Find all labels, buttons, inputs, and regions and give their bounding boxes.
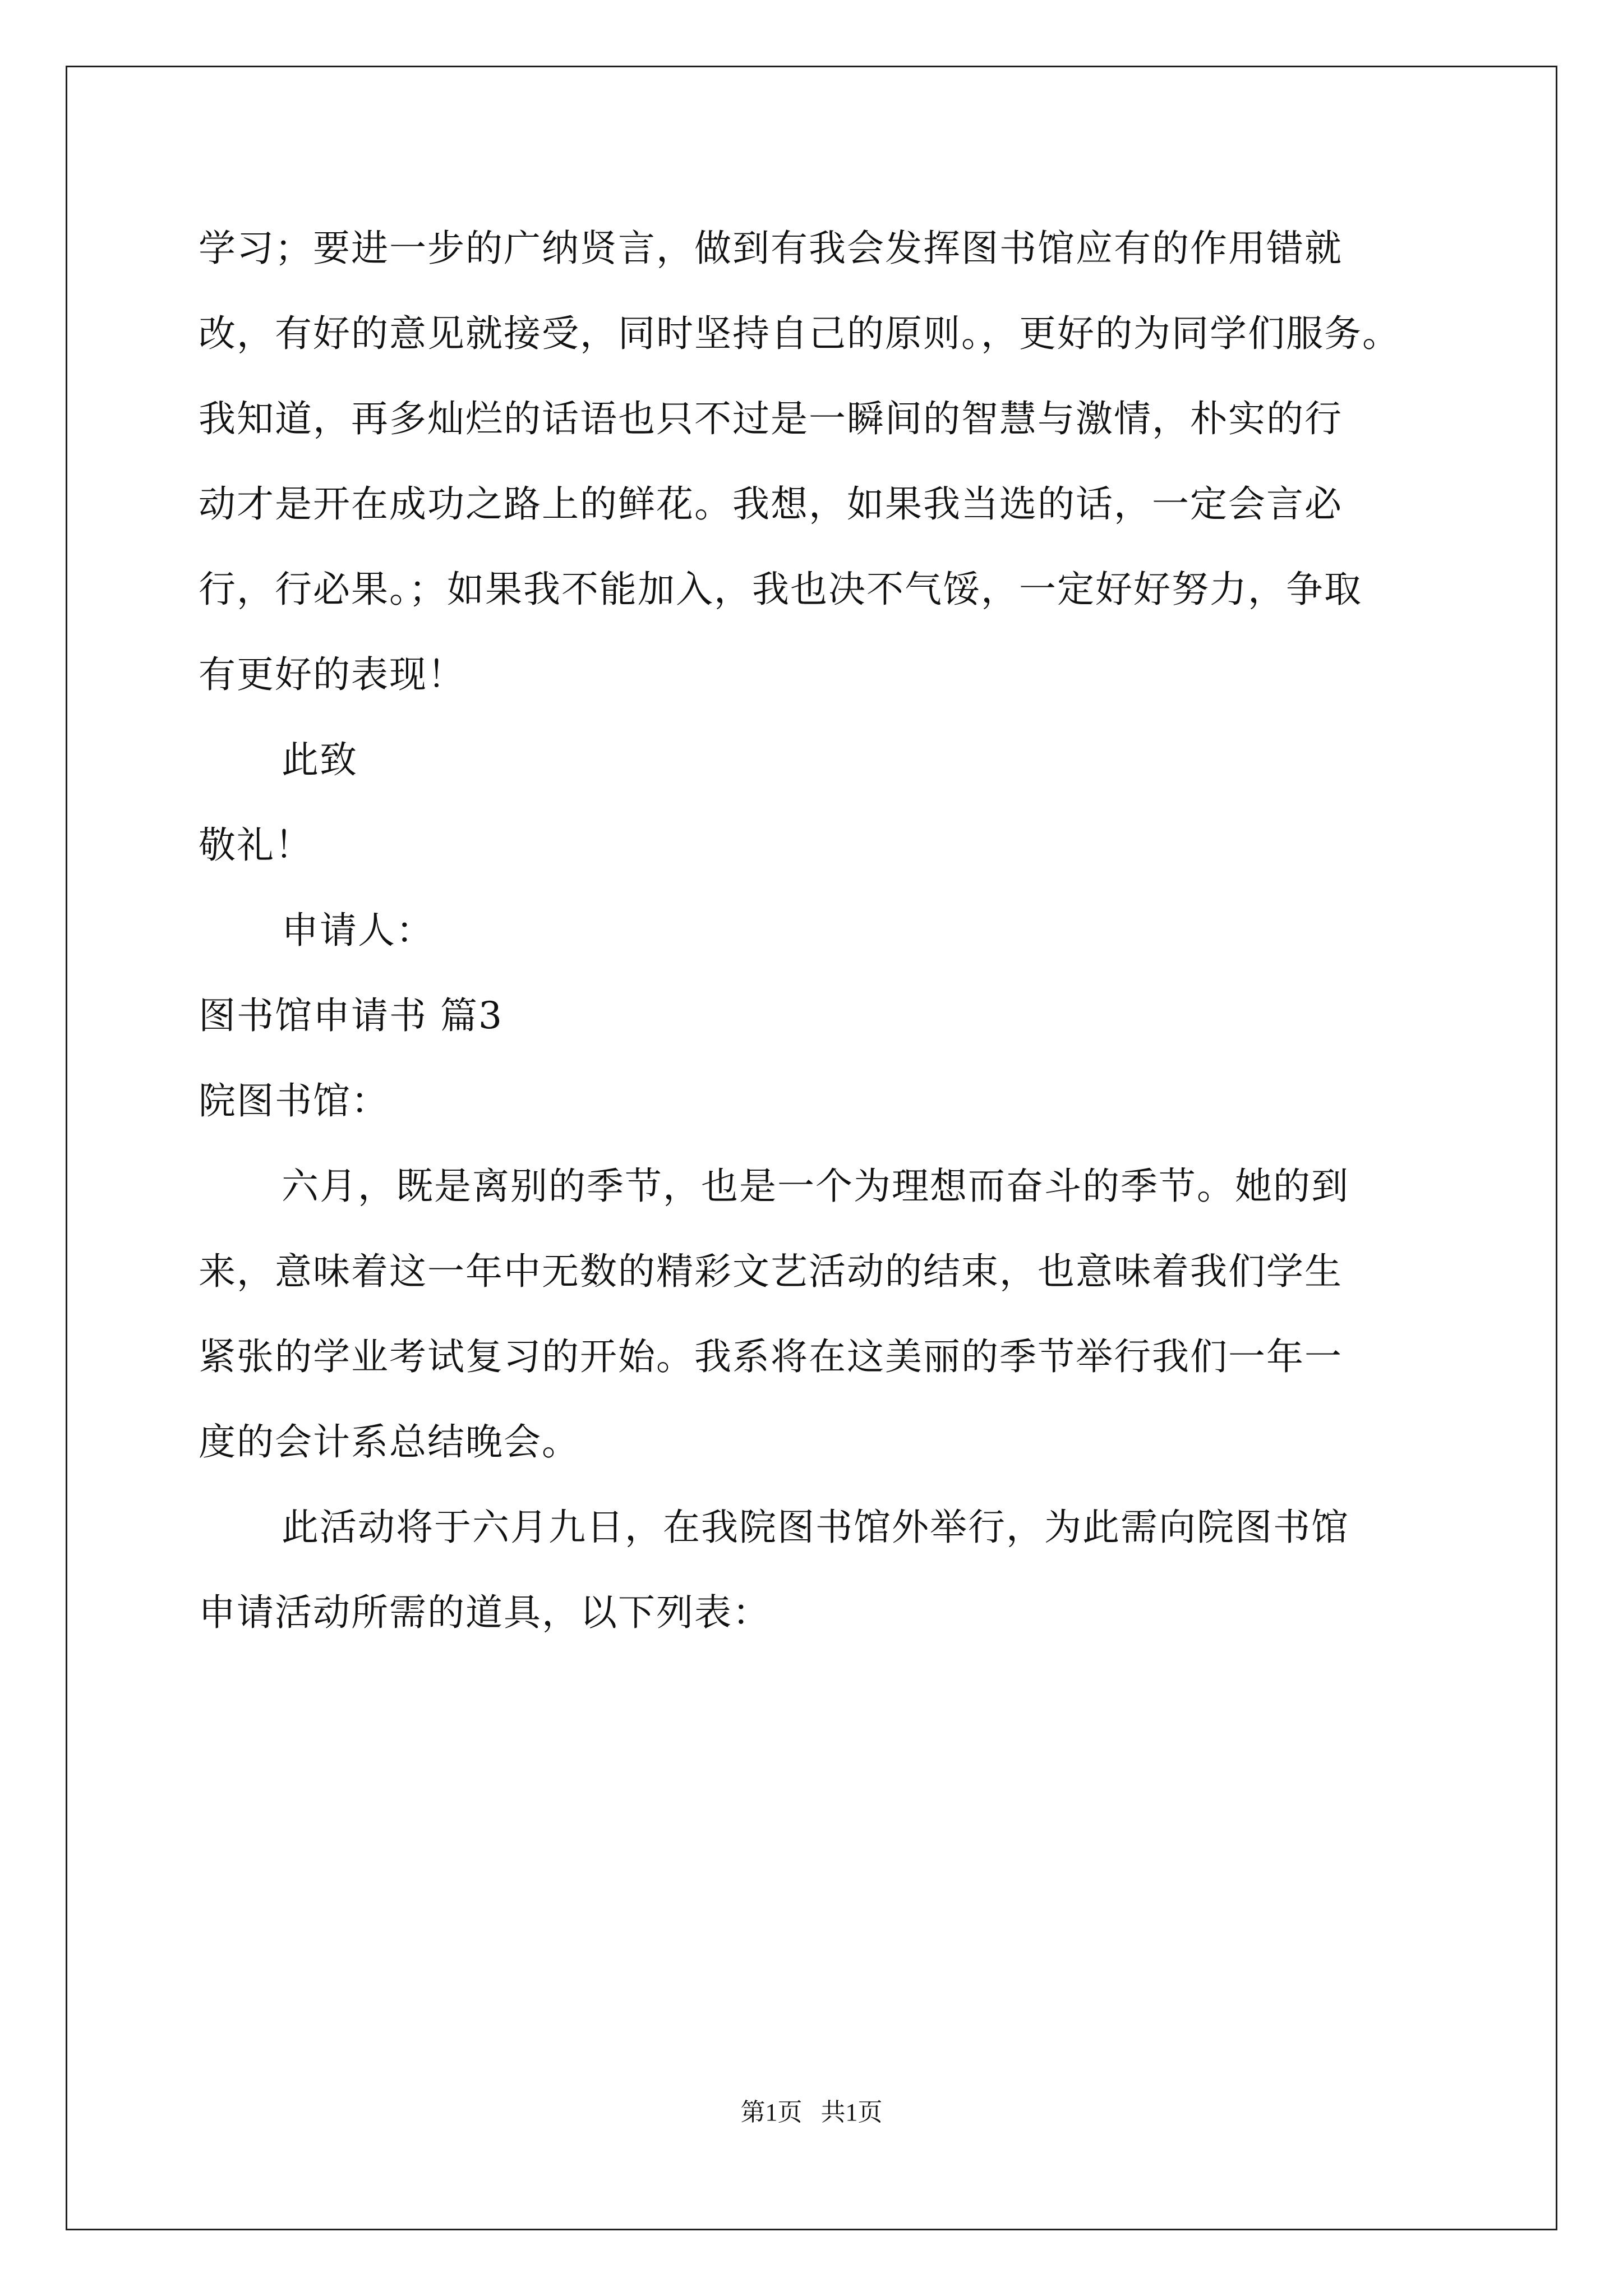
letter-recipient: 院图书馆： xyxy=(199,1079,389,1122)
text-line: 六月，既是离别的季节，也是一个为理想而奋斗的季节。她的到 xyxy=(282,1165,1349,1208)
text-line: 有更好的表现！ xyxy=(199,653,465,696)
text-line: 学习；要进一步的广纳贤言，做到有我会发挥图书馆应有的作用错就 xyxy=(199,227,1343,270)
text-line: 行，行必果。；如果我不能加入，我也决不气馁，一定好好努力，争取 xyxy=(199,568,1362,611)
section-heading: 图书馆申请书 篇3 xyxy=(199,994,503,1037)
text-line: 我知道，再多灿烂的话语也只不过是一瞬间的智慧与激情，朴实的行 xyxy=(199,397,1343,440)
text-line: 改，有好的意见就接受，同时坚持自己的原则。，更好的为同学们服务。 xyxy=(199,312,1400,355)
closing-regards: 敬礼！ xyxy=(199,823,313,867)
text-line: 来，意味着这一年中无数的精彩文艺活动的结束，也意味着我们学生 xyxy=(199,1250,1343,1293)
applicant-label: 申请人： xyxy=(282,909,434,952)
text-line: 紧张的学业考试复习的开始。我系将在这美丽的季节举行我们一年一 xyxy=(199,1335,1343,1378)
text-line: 动才是开在成功之路上的鲜花。我想，如果我当选的话，一定会言必 xyxy=(199,482,1343,526)
text-line: 度的会计系总结晚会。 xyxy=(199,1420,580,1464)
page-footer: 第1页 共1页 xyxy=(740,2099,883,2126)
text-line: 申请活动所需的道具，以下列表： xyxy=(199,1591,771,1634)
text-line: 此活动将于六月九日，在我院图书馆外举行，为此需向院图书馆 xyxy=(282,1506,1349,1549)
closing-salutation: 此致 xyxy=(282,738,358,781)
page-border xyxy=(66,66,1557,2230)
